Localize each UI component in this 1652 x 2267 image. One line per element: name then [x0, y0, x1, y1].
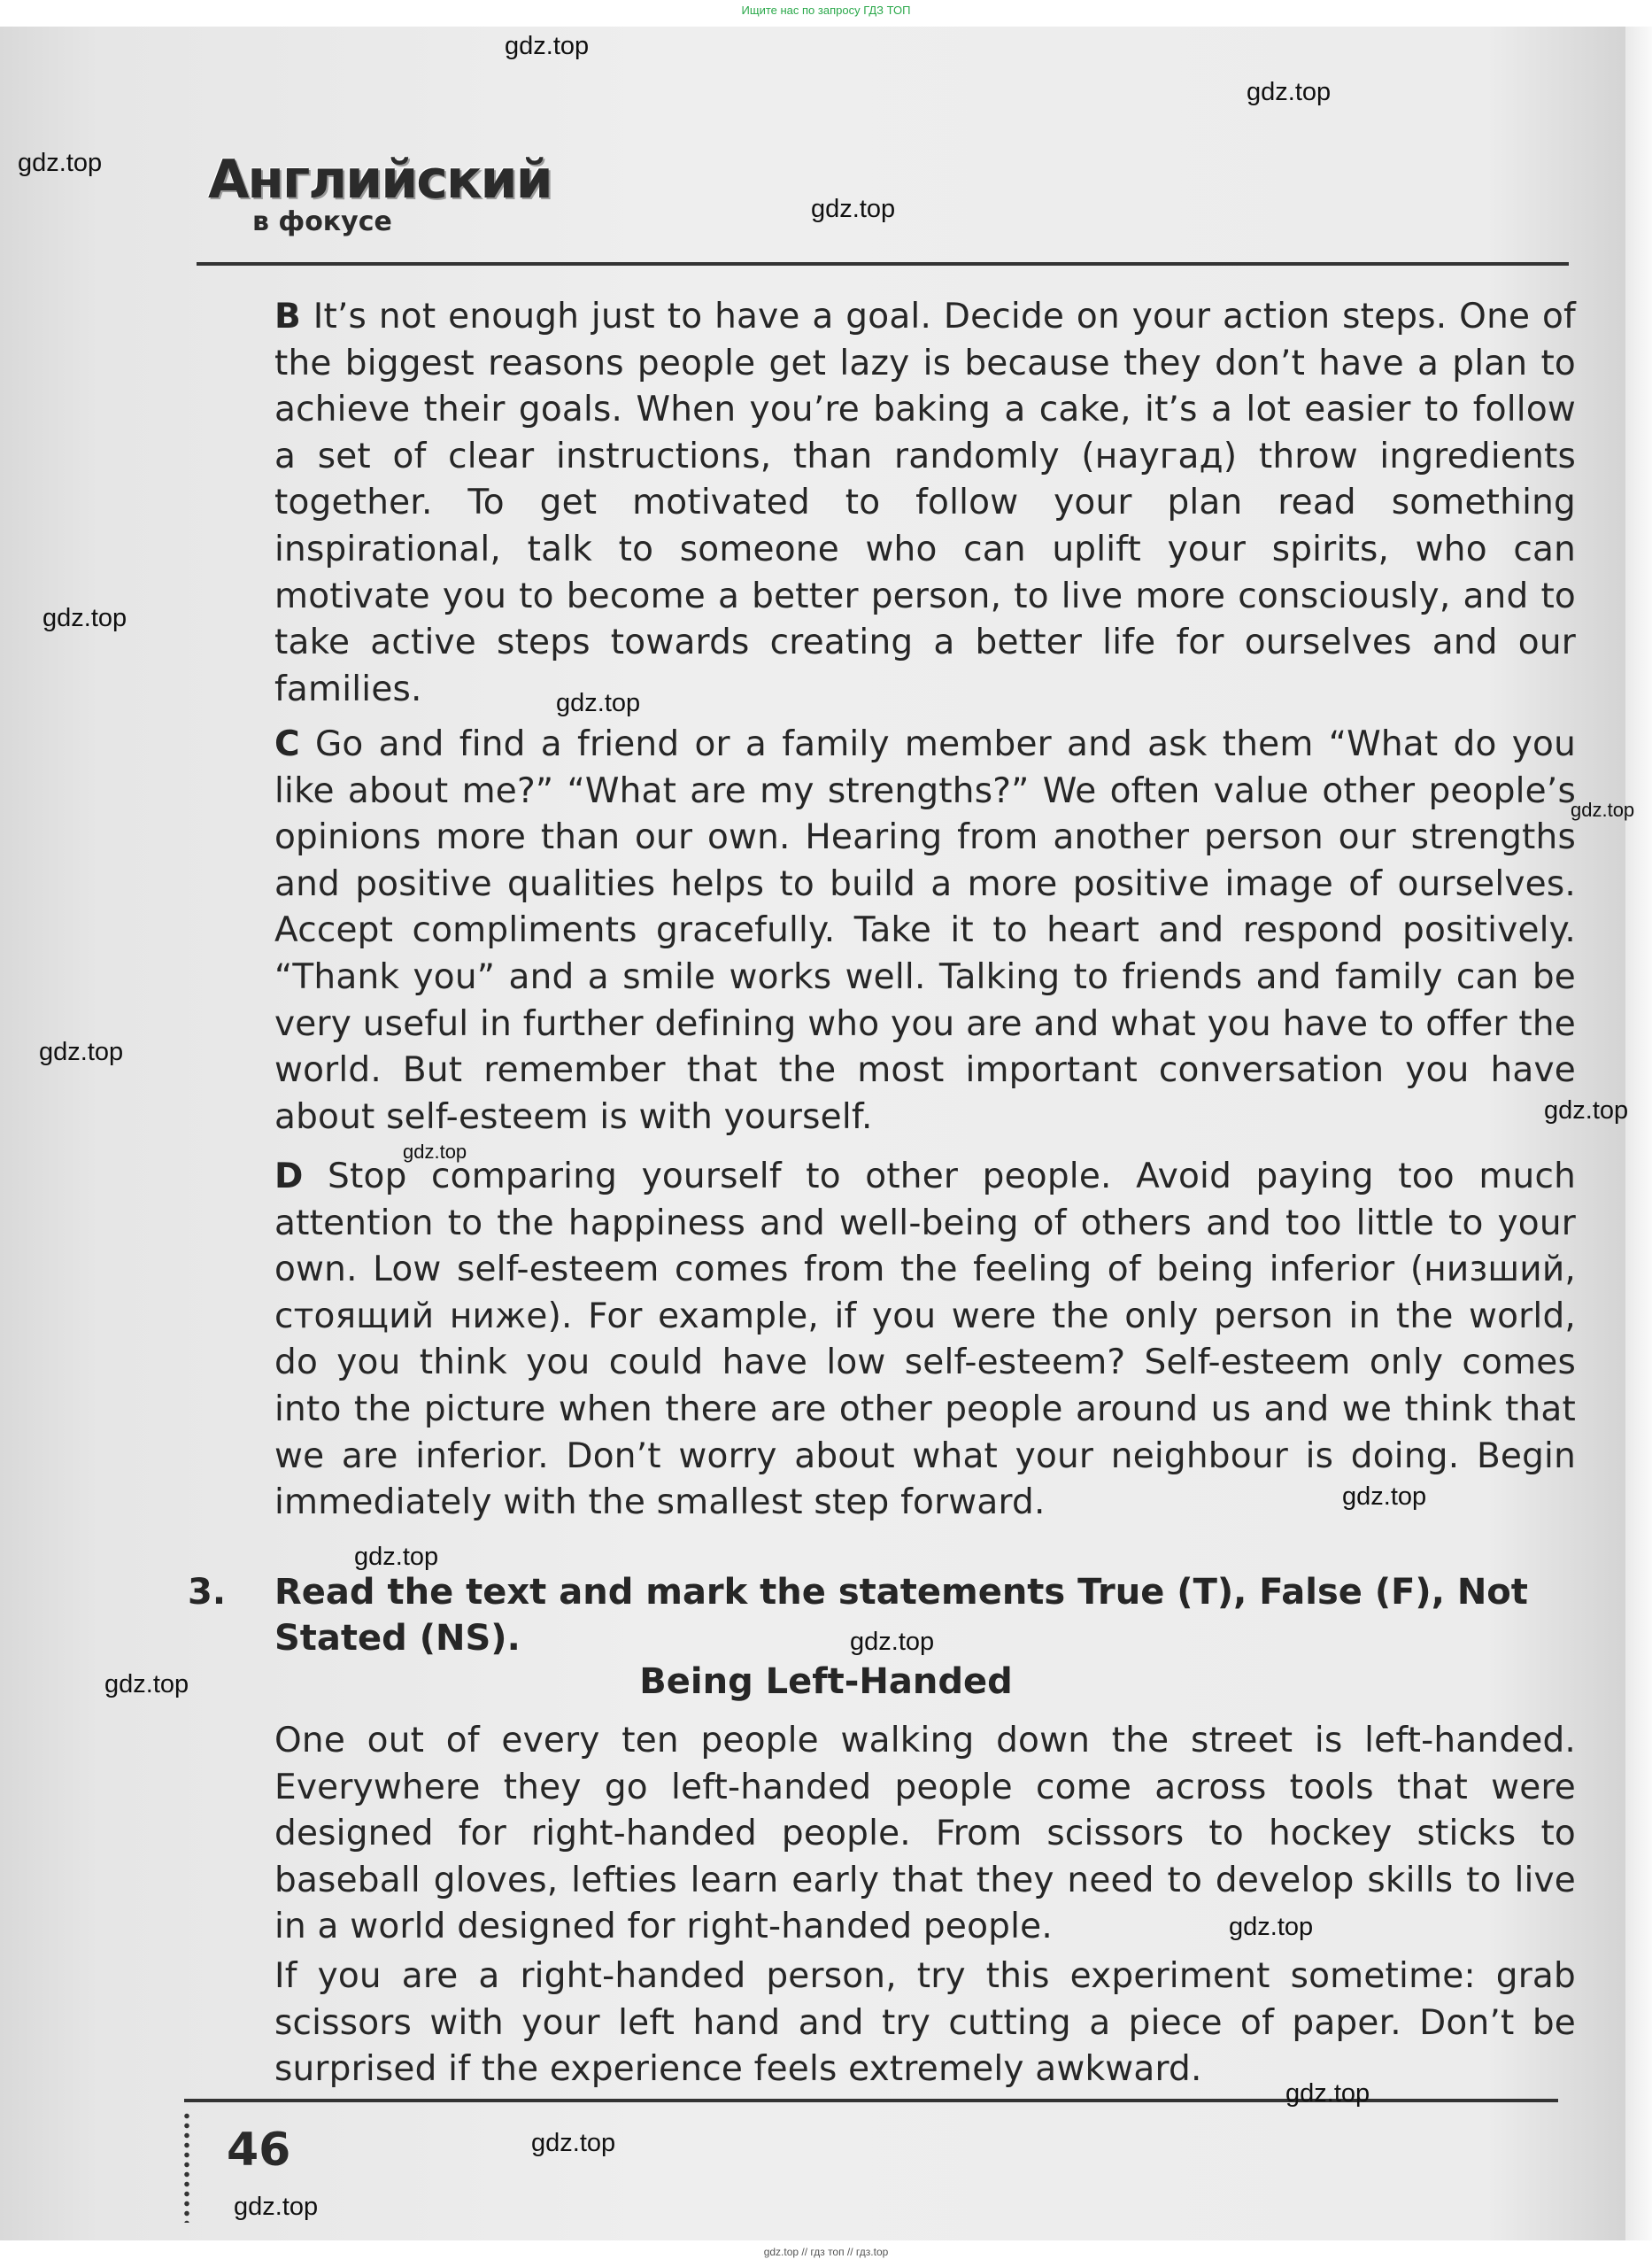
- paragraph-b: [274, 294, 1576, 713]
- watermark: gdz.top: [850, 1628, 935, 1656]
- article-text: If you are a right-handed person, try this experiment sometime: grab scissors with your left hand and try cutting a piece of paper. Don’t be surprised if the experience feels extremely awkward.: [274, 1956, 1576, 2090]
- watermark: gdz.top: [1571, 799, 1635, 821]
- watermark: gdz.top: [1229, 1913, 1314, 1941]
- paragraph-d: [274, 1154, 1576, 1527]
- header-rule: [197, 262, 1569, 266]
- paragraph-text: Stop comparing yourself to other people. Avoid paying too much attention to the happiness and well-being of others and too little to your own. Low self-esteem comes from the feeling of being inferior (низший, стоящий ниже). For example, if you were the only person in the world, do you think you could have low self-esteem? Self-esteem only comes into the picture when there are other people around us and we think that we are inferior. Don’t worry about what your neighbour is doing. Begin immediately with the smallest step forward.: [274, 1157, 1576, 1523]
- dotted-margin-line: [184, 2111, 189, 2223]
- watermark: gdz.top: [1342, 1482, 1427, 1511]
- footer-banner[interactable]: gdz.top // гдз топ // гдз.top: [763, 2246, 889, 2258]
- page-edge-shadow: [1625, 27, 1652, 2240]
- article-paragraph-1: [274, 1718, 1576, 1951]
- page-number: 46: [227, 2124, 291, 2177]
- watermark: gdz.top: [531, 2129, 616, 2157]
- watermark: gdz.top: [234, 2193, 319, 2221]
- watermark: gdz.top: [354, 1543, 439, 1571]
- article-paragraph-2: [274, 1954, 1576, 2093]
- paragraph-letter: B: [274, 297, 301, 337]
- top-banner[interactable]: Ищите нас по запросу ГДЗ ТОП: [741, 4, 911, 17]
- watermark: gdz.top: [104, 1670, 189, 1698]
- paragraph-letter: D: [274, 1157, 304, 1196]
- watermark: gdz.top: [403, 1141, 467, 1163]
- article-text: One out of every ten people walking down the street is left-handed. Everywhere they go left-handed people come across tools that were designed for right-handed people. From scissors to hockey sticks to baseball gloves, lefties learn early that they need to develop skills to live in a world designed for right-handed people.: [274, 1721, 1576, 1947]
- article-title: Being Left-Handed: [639, 1661, 1013, 1702]
- watermark: gdz.top: [39, 1038, 124, 1066]
- task-instruction: Read the text and mark the statements True (T), False (F), Not Stated (NS).: [274, 1572, 1528, 1659]
- watermark: gdz.top: [505, 32, 590, 60]
- paragraph-c: [274, 722, 1576, 1141]
- paragraph-text: Go and find a friend or a family member and ask them “What do you like about me?” “What are my strengths?” We often value other people’s opinions more than our own. Hearing from another person our strengths and positive qualities helps to build a more positive image of ourselves. Accept compliments gracefully. Take it to heart and respond positively. “Thank you” and a smile works well. Talking to friends and family can be very useful in further defining who you are and what you have to offer the world. But remember that the most important conversation you have about self-esteem is with yourself.: [274, 724, 1576, 1137]
- watermark: gdz.top: [42, 604, 127, 632]
- paragraph-text: It’s not enough just to have a goal. Decide on your action steps. One of the biggest reasons people get lazy is because they don’t have a plan to achieve their goals. When you’re baking a cake, it’s a lot easier to follow a set of clear instructions, than randomly (наугад) throw ingredients together. To get motivated to follow your plan read something inspirational, talk to someone who can uplift your spirits, who can motivate you to become a better person, to live more consciously, and to take active steps towards creating a better life for ourselves and our families.: [274, 297, 1576, 709]
- task-number: 3.: [188, 1572, 227, 1613]
- watermark: gdz.top: [18, 149, 103, 177]
- paragraph-letter: C: [274, 724, 300, 764]
- logo-title: Английский: [208, 149, 552, 211]
- watermark: gdz.top: [556, 689, 641, 717]
- logo-subtitle: в фокусе: [252, 206, 392, 237]
- watermark: gdz.top: [1247, 78, 1332, 106]
- watermark: gdz.top: [1544, 1096, 1629, 1125]
- watermark: gdz.top: [1285, 2079, 1370, 2108]
- logo: [208, 151, 552, 236]
- watermark: gdz.top: [811, 195, 896, 223]
